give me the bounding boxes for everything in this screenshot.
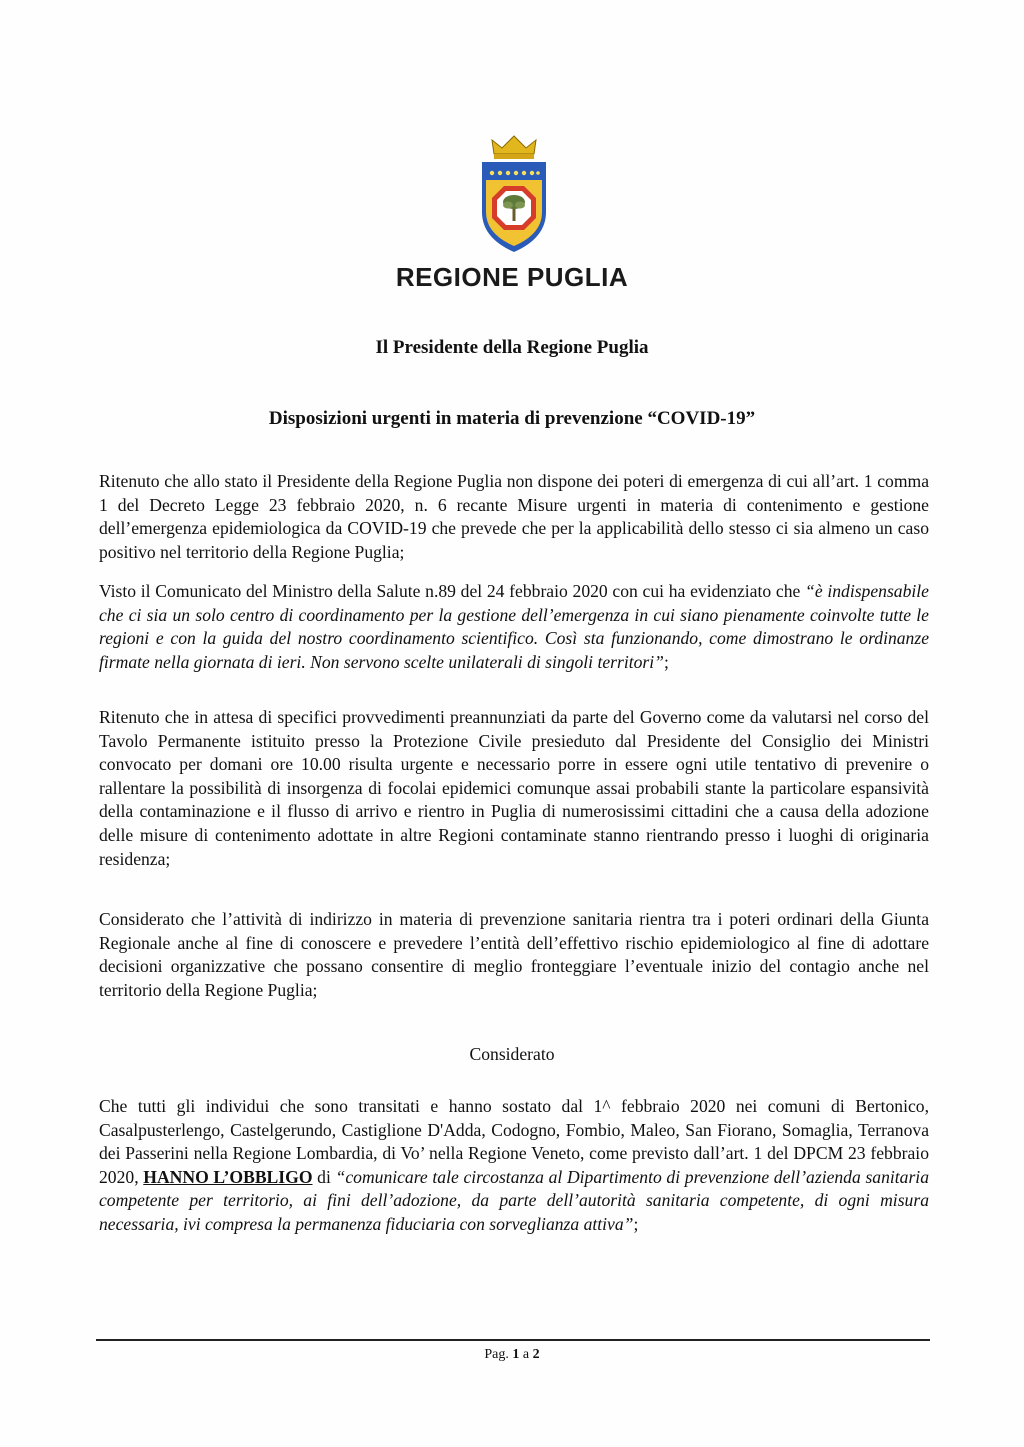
paragraph-intro: Che tutti gli individui che sono transitati e hanno sostato dal 1^ febbraio 2020 nei comuni di Bertonico, Casalpusterlengo, Castelgerundo, Castiglione D'Adda, Codogno, Fombio, Maleo, San Fiorano, Somaglia, Terranova dei Passerini nella Regione Lombardia, di Vo’ nella Regione Veneto, come previsto dall’art. 1 del DPCM 23 febbraio 2020, xyxy=(99,1096,929,1187)
section-heading-considerato: Considerato xyxy=(469,1044,555,1064)
paragraph-text: Ritenuto che allo stato il Presidente della Regione Puglia non dispone dei poteri di emergenza di cui all’art. 1 comma 1 del Decreto Legge 23 febbraio 2020, n. 6 recante Misure urgenti in materia di contenimento e gestione dell’emergenza epidemiologica da COVID-19 che prevede che per la applicabilità dello stesso ci sia almeno un caso positivo nel territorio della Regione Puglia; xyxy=(99,471,929,562)
paragraph-considerato-1 xyxy=(99,908,929,1010)
footer-divider xyxy=(96,1339,930,1341)
paragraph-end: ; xyxy=(633,1213,639,1234)
paragraph-mid: di xyxy=(312,1166,336,1187)
paragraph-obbligo xyxy=(99,1095,929,1245)
page-footer xyxy=(0,1347,1024,1363)
paragraph-quote: “è indispensabile che ci sia un solo centro di coordinamento per la gestione dell’emergenza in cui siano pienamente coinvolte tutte le regioni e con la guida del nostro coordinamento scientifico. Così sta funzionando, come dimostrano le ordinanze firmate nella giornata di ieri. Non servono scelte unilaterali di singoli territori” xyxy=(99,581,929,672)
page-number: 1 xyxy=(512,1347,520,1362)
page-label: Pag. xyxy=(484,1347,513,1362)
paragraph-visto xyxy=(99,580,929,682)
paragraph-text: Considerato che l’attività di indirizzo in materia di prevenzione sanitaria rientra tra i poteri ordinari della Giunta Regionale anche al fine di conoscere e prevedere l’entità dell’effettivo rischio epidemiologico al fine di adottare decisioni organizzative che possano consentire di meglio fronteggiare l’eventuale inizio del contagio anche nel territorio della Regione Puglia; xyxy=(99,909,929,1000)
paragraph-ritenuto-1 xyxy=(99,470,929,572)
paragraph-ritenuto-2 xyxy=(99,706,929,879)
regione-puglia-crest-icon xyxy=(474,134,554,254)
document-title: Il Presidente della Regione Puglia xyxy=(375,337,649,358)
paragraph-quote: “comunicare tale circostanza al Dipartimento di prevenzione dell’azienda sanitaria competente per territorio, ai fini dell’adozione, da parte dell’autorità sanitaria competente, di ogni misura necessaria, ivi compresa la permanenza fiduciaria con sorveglianza attiva” xyxy=(99,1166,929,1234)
paragraph-text: Ritenuto che in attesa di specifici provvedimenti preannunziati da parte del Governo come da valutarsi nel corso del Tavolo Permanente istituito presso la Protezione Civile presieduto dal Presidente del Consiglio dei Ministri convocato per domani ore 10.00 risulta urgente e necessario porre in essere ogni utile tentativo di prevenire o rallentare la possibilità di insorgenza di focolai epidemici comunque assai probabili stante la particolare espansività della contaminazione e il flusso di arrivo e rientro in Puglia di numerosissimi cittadini che a causa della adozione delle misure di contenimento adottate in altre Regioni contaminate stanno rientrando presso i luoghi di originaria residenza; xyxy=(99,707,929,869)
page-total: 2 xyxy=(532,1347,540,1362)
document-subtitle: Disposizioni urgenti in materia di prevenzione “COVID-19” xyxy=(268,408,756,429)
page-separator: a xyxy=(519,1347,533,1362)
region-name: REGIONE PUGLIA xyxy=(395,262,629,292)
obligation-emphasis: HANNO L’OBBLIGO xyxy=(143,1166,313,1187)
paragraph-end: ; xyxy=(663,651,669,672)
paragraph-intro: Visto il Comunicato del Ministro della Salute n.89 del 24 febbraio 2020 con cui ha evidenziato che xyxy=(99,581,806,601)
